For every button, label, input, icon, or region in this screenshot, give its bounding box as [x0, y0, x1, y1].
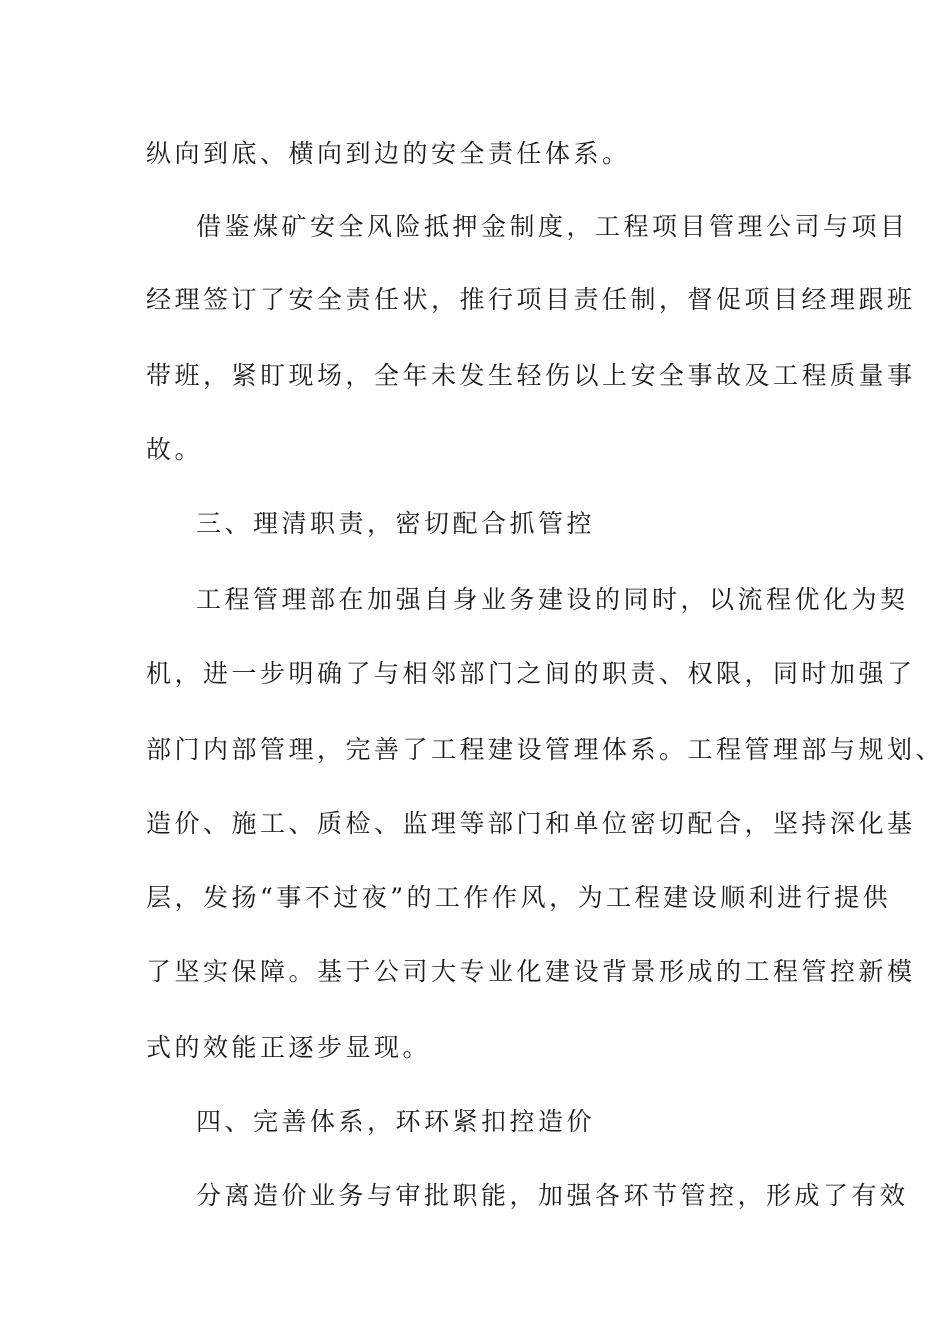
paragraph-line: 部门内部管理，完善了工程建设管理体系。工程管理部与规划、	[146, 735, 945, 764]
section-heading: 四、完善体系，环环紧扣控造价	[196, 1107, 596, 1136]
paragraph-line: 经理签订了安全责任状，推行项目责任制，督促项目经理跟班	[146, 285, 916, 314]
paragraph-line: 纵向到底、横向到边的安全责任体系。	[146, 139, 631, 168]
paragraph-line: 机，进一步明确了与相邻部门之间的职责、权限，同时加强了	[146, 659, 916, 688]
paragraph-line: 带班，紧盯现场，全年未发生轻伤以上安全事故及工程质量事	[146, 361, 916, 390]
paragraph-line: 工程管理部在加强自身业务建设的同时，以流程优化为契	[196, 585, 909, 614]
paragraph-line: 分离造价业务与审批职能，加强各环节管控，形成了有效	[196, 1181, 909, 1210]
section-heading: 三、理清职责，密切配合抓管控	[196, 509, 596, 538]
paragraph-line: 了坚实保障。基于公司大专业化建设背景形成的工程管控新模	[146, 957, 916, 986]
paragraph-line: 式的效能正逐步显现。	[146, 1033, 432, 1062]
paragraph-line: 造价、施工、质检、监理等部门和单位密切配合，坚持深化基	[146, 809, 916, 838]
paragraph-line: 故。	[146, 435, 204, 464]
paragraph-line: 层，发扬“事不过夜”的工作作风，为工程建设顺利进行提供	[146, 883, 892, 912]
paragraph-line: 借鉴煤矿安全风险抵押金制度，工程项目管理公司与项目	[196, 212, 909, 241]
